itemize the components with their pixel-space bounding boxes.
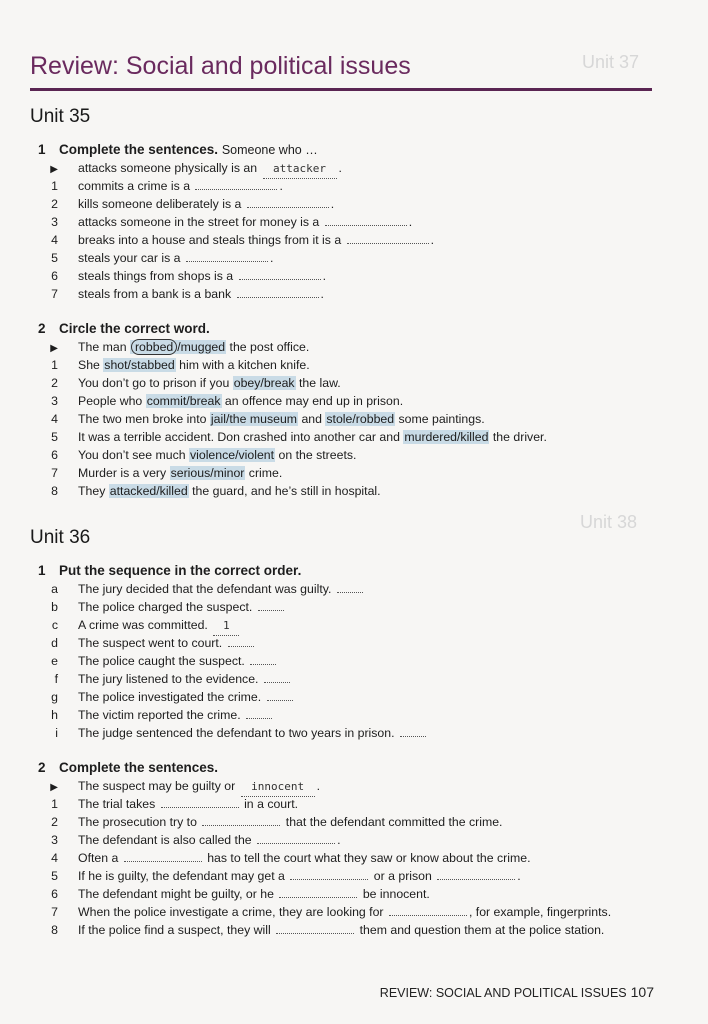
bleed-through-text: Unit 37: [582, 52, 640, 72]
list-item: 6 You don’t see much violence/violent on the streets.: [51, 448, 357, 462]
list-item: 3 attacks someone in the street for money is a .: [51, 215, 413, 229]
unit-35-heading: Unit 35: [30, 106, 91, 127]
list-item: h The victim reported the crime.: [38, 706, 678, 724]
word-choice[interactable]: obey/break: [233, 376, 295, 390]
list-item: 5 It was a terrible accident. Don crashed into another car and murdered/killed the driver.: [51, 430, 547, 444]
list-item: 7 steals from a bank is a bank .: [51, 287, 324, 301]
example-item: ▶ The man robbed /mugged the post office.: [38, 338, 678, 356]
unit-36-heading: Unit 36: [30, 527, 91, 548]
order-blank[interactable]: [337, 592, 363, 593]
list-item: a The jury decided that the defendant was guilty.: [38, 580, 678, 598]
answer-blank[interactable]: [279, 885, 357, 898]
word-choice[interactable]: attacked/killed: [109, 484, 188, 498]
list-item: 5 If he is guilty, the defendant may get a or a prison .: [51, 869, 521, 883]
unit35-exercise-2: [38, 319, 678, 500]
word-choice[interactable]: robbed /mugged: [130, 340, 226, 354]
list-item: 7 When the police investigate a crime, they are looking for , for example, fingerprints.: [51, 905, 612, 919]
answer-blank[interactable]: [161, 795, 239, 808]
word-choice[interactable]: jail/the museum: [210, 412, 298, 426]
exercise-heading: [38, 561, 678, 580]
list-item: 2 You don’t go to prison if you obey/break the law.: [51, 376, 341, 390]
list-item: 1 commits a crime is a .: [51, 179, 283, 193]
page-title: Review: Social and political issues: [30, 52, 411, 80]
list-item: 4 Often a has to tell the court what they saw or know about the crime.: [51, 851, 531, 865]
title-rule: [30, 88, 652, 91]
answer-blank[interactable]: [276, 921, 354, 934]
unit36-exercise-2: [38, 758, 678, 939]
example-answer: innocent: [241, 778, 315, 797]
answer-blank[interactable]: [290, 867, 368, 880]
answer-blank[interactable]: [437, 867, 515, 880]
answer-blank[interactable]: [239, 267, 321, 280]
exercise-items: [38, 580, 678, 742]
list-item: e The police caught the suspect.: [38, 652, 678, 670]
answer-blank[interactable]: [257, 831, 335, 844]
footer-label: REVIEW: SOCIAL AND POLITICAL ISSUES: [379, 986, 627, 1000]
page-footer: [380, 984, 654, 1000]
example-item: ▶ The suspect may be guilty or innocent .: [38, 777, 678, 795]
page-number: 107: [630, 984, 654, 1000]
word-choice[interactable]: murdered/killed: [404, 430, 489, 444]
list-item: 2 kills someone deliberately is a .: [51, 197, 335, 211]
list-item: 5 steals your car is a .: [51, 251, 274, 265]
order-blank[interactable]: [250, 664, 276, 665]
list-item: 3 People who commit/break an offence may end up in prison.: [51, 394, 404, 408]
exercise-items: [38, 777, 678, 939]
exercise-number: 1: [38, 142, 46, 157]
word-choice[interactable]: stole/robbed: [326, 412, 395, 426]
list-item: 4 The two men broke into jail/the museum and stole/robbed some paintings.: [51, 412, 485, 426]
unit36-exercise-1: [38, 561, 678, 742]
list-item: 7 Murder is a very serious/minor crime.: [51, 466, 283, 480]
list-item: 6 steals things from shops is a .: [51, 269, 326, 283]
answer-blank[interactable]: [124, 849, 202, 862]
list-item: f The jury listened to the evidence.: [38, 670, 678, 688]
exercise-heading: [38, 319, 678, 338]
list-item: 8 If the police find a suspect, they will them and question them at the police station.: [51, 923, 605, 937]
list-item: 2 The prosecution try to that the defendant committed the crime.: [51, 815, 503, 829]
example-arrow-icon: ▶: [50, 782, 58, 793]
order-blank[interactable]: [264, 682, 290, 683]
answer-blank[interactable]: [186, 249, 268, 262]
word-choice[interactable]: shot/stabbed: [104, 358, 175, 372]
answer-blank[interactable]: [202, 813, 280, 826]
order-blank[interactable]: [228, 646, 254, 647]
exercise-subtitle: Someone who …: [221, 143, 318, 157]
list-item: 3 The defendant is also called the .: [51, 833, 341, 847]
exercise-title: Put the sequence in the correct order.: [59, 563, 302, 578]
list-item: 8 They attacked/killed the guard, and he’s still in hospital.: [51, 484, 381, 498]
example-answer: attacker: [263, 160, 337, 179]
exercise-number: 1: [38, 563, 46, 578]
answer-blank[interactable]: [325, 213, 407, 226]
word-choice[interactable]: violence/violent: [189, 448, 275, 462]
exercise-title: Circle the correct word.: [59, 321, 210, 336]
bleed-through-text: Unit 38: [580, 512, 638, 532]
exercise-number: 2: [38, 760, 46, 775]
list-item: d The suspect went to court.: [38, 634, 678, 652]
word-choice[interactable]: serious/minor: [170, 466, 245, 480]
circled-answer: robbed: [131, 339, 177, 355]
example-arrow-icon: ▶: [50, 343, 58, 354]
order-blank[interactable]: 1: [213, 617, 239, 636]
list-item: c A crime was committed. 1: [38, 616, 678, 634]
list-item: b The police charged the suspect.: [38, 598, 678, 616]
order-blank[interactable]: [400, 736, 426, 737]
list-item: 1 She shot/stabbed him with a kitchen knife.: [51, 358, 310, 372]
exercise-title: Complete the sentences.: [59, 760, 219, 775]
order-blank[interactable]: [258, 610, 284, 611]
list-item: g The police investigated the crime.: [38, 688, 678, 706]
answer-blank[interactable]: [389, 903, 467, 916]
order-blank[interactable]: [246, 718, 272, 719]
answer-blank[interactable]: [237, 285, 319, 298]
exercise-items: [38, 338, 678, 500]
exercise-title: Complete the sentences.: [59, 142, 219, 157]
exercise-number: 2: [38, 321, 46, 336]
order-blank[interactable]: [267, 700, 293, 701]
exercise-heading: [38, 758, 678, 777]
list-item: 1 The trial takes in a court.: [51, 797, 299, 811]
answer-blank[interactable]: [347, 231, 429, 244]
word-choice[interactable]: commit/break: [146, 394, 221, 408]
answer-blank[interactable]: [195, 177, 277, 190]
list-item: 6 The defendant might be guilty, or he be innocent.: [51, 887, 430, 901]
list-item: 4 breaks into a house and steals things from it is a .: [51, 233, 435, 247]
example-arrow-icon: ▶: [50, 164, 58, 175]
exercise-heading: [38, 140, 678, 159]
unit35-exercise-1: [38, 140, 678, 303]
example-item: ▶ attacks someone physically is an attacker .: [38, 159, 678, 177]
answer-blank[interactable]: [247, 195, 329, 208]
list-item: i The judge sentenced the defendant to two years in prison.: [38, 724, 678, 742]
exercise-items: [38, 159, 678, 303]
